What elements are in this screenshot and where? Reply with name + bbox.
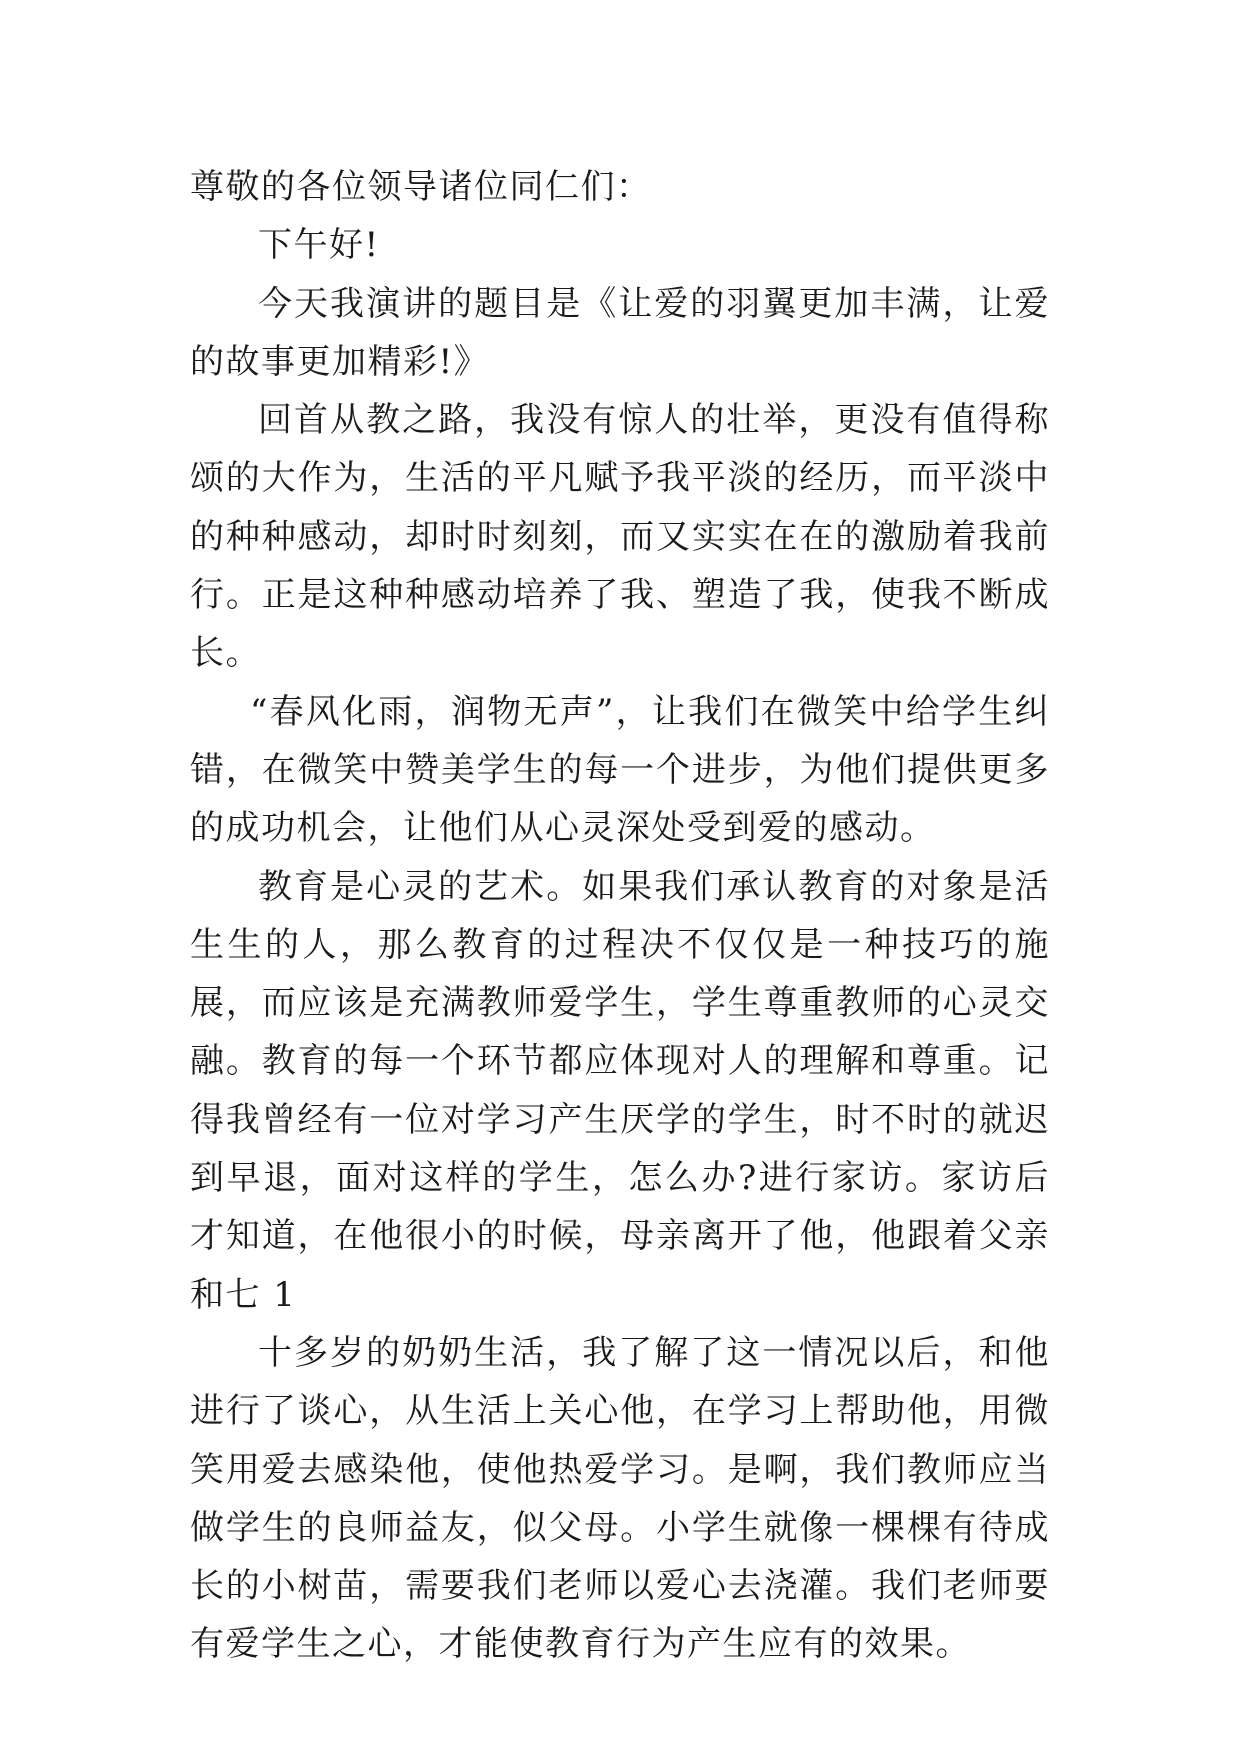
salutation: 尊敬的各位领导诸位同仁们： xyxy=(190,167,652,207)
paragraph-education-art: 教育是心灵的艺术。如果我们承认教育的对象是活生生的人，那么教育的过程决不仅仅是一种技巧的施展，而应该是充满教师爱学生，学生尊重教师的心灵交融。教育的每一个环节都应体现对人的理解和尊重。记得我曾经有一位对学习产生厌学的学生，时不时的就迟到早退，面对这样的学生，怎么办?进行家访。家访后才知道，在他很小的时候，母亲离开了他，他跟着父亲和七 1 xyxy=(190,866,1050,1315)
greeting: 下午好! xyxy=(258,225,380,266)
paragraph-teaching-path: 回首从教之路，我没有惊人的壮举，更没有值得称颂的大作为，生活的平凡赋予我平淡的经历，而平淡中的种种感动，却时时刻刻，而又实实在在的激励着我前行。正是这种种感动培养了我、塑造了我，使我不断成长。 xyxy=(190,400,1050,674)
document-body xyxy=(190,158,1050,1674)
paragraph-spring-breeze: “春风化雨，润物无声”，让我们在微笑中给学生纠错，在微笑中赞美学生的每一个进步，为他们提供更多的成功机会，让他们从心灵深处受到爱的感动。 xyxy=(190,691,1050,849)
paragraph-grandmother: 十多岁的奶奶生活，我了解了这一情况以后，和他进行了谈心，从生活上关心他，在学习上帮助他，用微笑用爱去感染他，使他热爱学习。是啊，我们教师应当做学生的良师益友，似父母。小学生就像一棵棵有待成长的小树苗，需要我们老师以爱心去浇灌。我们老师要有爱学生之心，才能使教育行为产生应有的效果。 xyxy=(190,1332,1050,1665)
speech-title-paragraph: 今天我演讲的题目是《让爱的羽翼更加丰满，让爱的故事更加精彩!》 xyxy=(190,283,1050,382)
